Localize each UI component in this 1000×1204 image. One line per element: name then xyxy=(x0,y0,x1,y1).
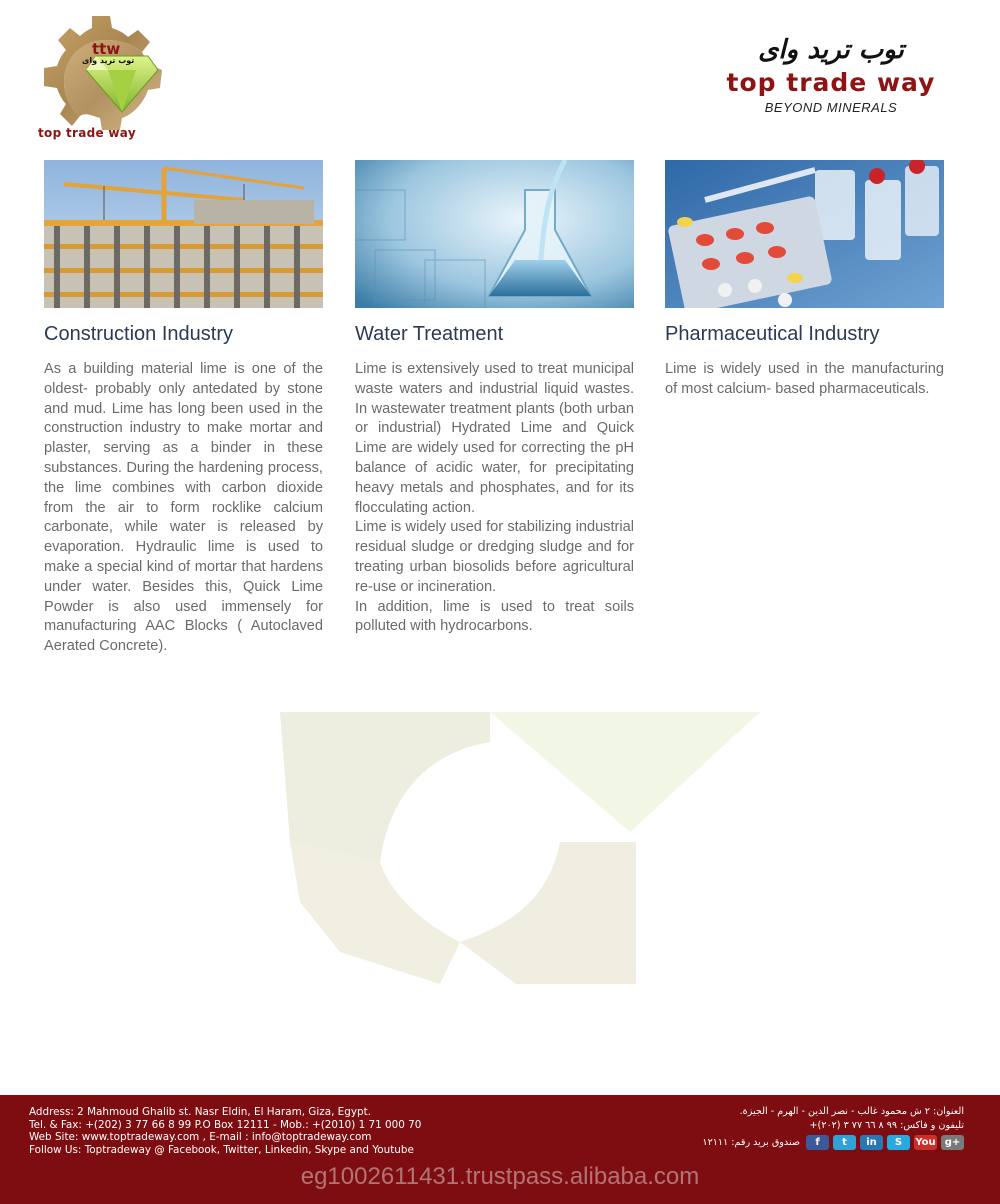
footer-contact-arabic xyxy=(702,1105,964,1150)
footer-arabic-phone: تليفون و فاكس: ٩٩ ٨ ٦٦ ٧٧ ٣ (٢٠٢)+ xyxy=(809,1120,964,1131)
twitter-icon[interactable]: t xyxy=(833,1135,856,1150)
laboratory-flask-photo xyxy=(355,160,634,308)
section-body xyxy=(44,360,323,657)
paragraph: Lime is widely used for stabilizing industrial residual sludge or dredging sludge and for treating urban biosolids before agricultural re-use or incineration. xyxy=(355,519,634,595)
section-body xyxy=(665,360,944,400)
logo-arabic-text: توب تريد واى xyxy=(82,56,135,65)
logo-caption: top trade way xyxy=(38,126,136,140)
footer-social-row xyxy=(702,1135,964,1150)
paragraph: Lime is widely used in the manufacturing of most calcium- based pharmaceuticals. xyxy=(665,361,944,397)
section-title: Pharmaceutical Industry xyxy=(665,323,880,345)
section-title: Water Treatment xyxy=(355,323,504,345)
linkedin-icon[interactable]: in xyxy=(860,1135,883,1150)
pills-syringe-photo xyxy=(665,160,944,308)
footer-phone: Tel. & Fax: +(202) 3 77 66 8 99 P.O Box 12111 - Mob.: +(2010) 1 71 000 70 xyxy=(29,1118,422,1131)
paragraph: Lime is extensively used to treat municipal waste waters and industrial liquid wastes. In wastewater treatment plants (both urban or industrial) Hydrated Lime and Quick Lime are widely used for correcting the pH balance of acidic water, for precipitating heavy metals and phosphates, and for its flocculating action. xyxy=(355,361,634,516)
company-logo xyxy=(36,12,166,144)
skype-icon[interactable]: S xyxy=(887,1135,910,1150)
youtube-icon[interactable]: You xyxy=(915,1137,936,1148)
facebook-icon[interactable]: f xyxy=(806,1135,829,1150)
construction-cranes-photo xyxy=(44,160,323,308)
paragraph: As a building material lime is one of the oldest- probably only antedated by stone and mud. Lime has long been used in the construction industry to make mortar and plaster, serving as a binder in these substances. During the hardening process, the lime combines with carbon dioxide from the air to form rocklike calcium carbonate, while water is released by evaporation. Hydraulic lime is used to make a special kind of mortar that hardens under water. Besides this, Quick Lime Powder is also used immensely for manufacturing AAC Blocks ( Autoclaved Aerated Concrete). xyxy=(44,361,323,655)
section-body xyxy=(355,360,634,637)
section-water-treatment xyxy=(355,160,634,637)
footer-contact-english xyxy=(29,1106,421,1156)
footer-follow: Follow Us: Toptradeway @ Facebook, Twitter, Linkedin, Skype and Youtube xyxy=(29,1143,414,1156)
brand-latin-name: top trade way xyxy=(726,68,936,97)
brand-tagline: BEYOND MINERALS xyxy=(764,100,898,115)
social-icons xyxy=(806,1135,964,1150)
brand-block xyxy=(676,34,986,115)
footer-website[interactable]: Web Site: www.toptradeway.com , E-mail : info@toptradeway.com xyxy=(29,1131,372,1143)
section-pharmaceutical xyxy=(665,160,944,400)
paragraph: In addition, lime is used to treat soils polluted with hydrocarbons. xyxy=(355,598,634,635)
section-construction xyxy=(44,160,323,657)
footer-address: Address: 2 Mahmoud Ghalib st. Nasr Eldin, El Haram, Giza, Egypt. xyxy=(29,1106,371,1118)
footer-arabic-pobox: صندوق بريد رقم: ١٢١١١ xyxy=(702,1136,800,1148)
footer-arabic-address: العنوان: ٢ ش محمود غالب - نصر الدين - الهرم - الجيزة. xyxy=(739,1106,964,1117)
section-title: Construction Industry xyxy=(44,323,233,345)
gear-gem-logo-icon xyxy=(36,12,166,130)
faded-gear-watermark-icon xyxy=(280,712,760,984)
brand-arabic-name: توب تريد واى xyxy=(758,35,904,65)
source-watermark: eg1002611431.trustpass.alibaba.com xyxy=(300,1163,700,1190)
google-plus-icon[interactable]: g+ xyxy=(941,1135,964,1150)
logo-ttw-text: ttw xyxy=(92,40,121,58)
